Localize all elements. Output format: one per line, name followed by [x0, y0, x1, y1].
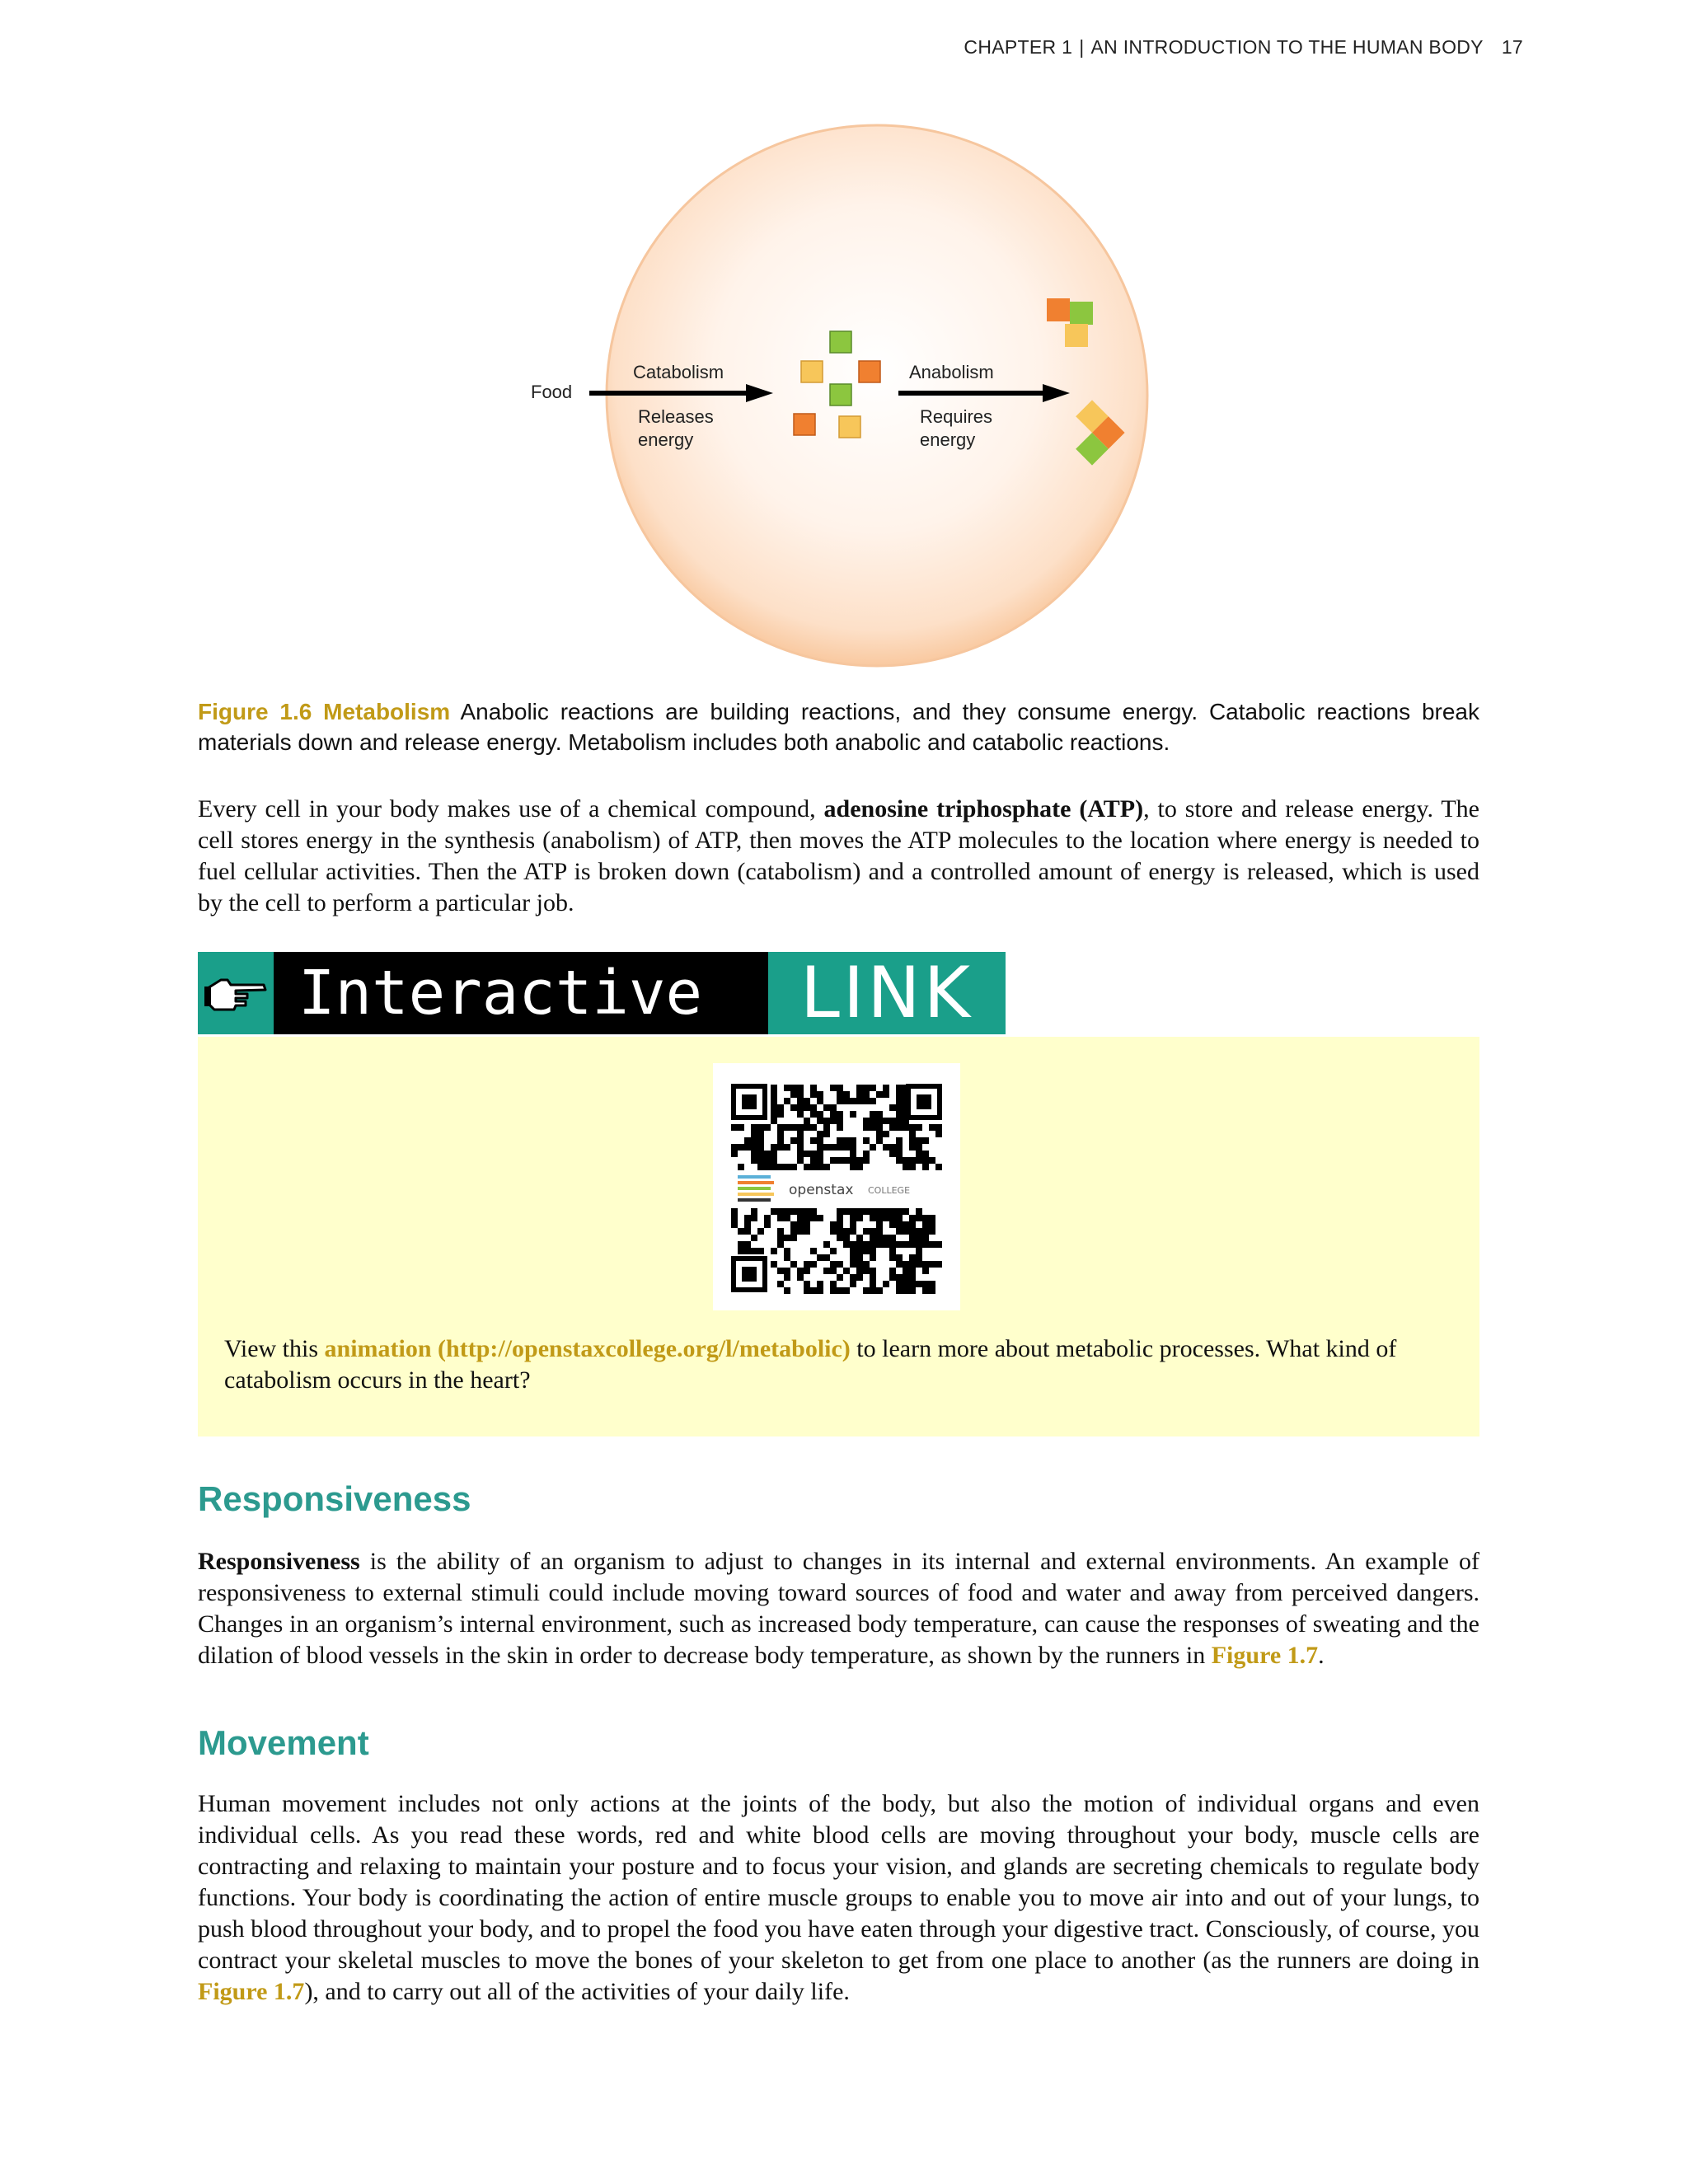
figure-caption: [198, 696, 1479, 757]
heading-responsiveness: Responsiveness: [198, 1479, 471, 1518]
qr-code[interactable]: [713, 1063, 960, 1310]
il-text-after: to learn more about metabolic processes. What kind of catabolism occurs in the heart?: [224, 1335, 1397, 1394]
header-title: AN INTRODUCTION TO THE HUMAN BODY: [1090, 36, 1484, 58]
atp-term: adenosine triphosphate (ATP): [823, 795, 1144, 823]
paragraph-responsiveness: [198, 1546, 1479, 1671]
interactive-link-box: [198, 1037, 1479, 1436]
link-label: LINK: [768, 952, 1006, 1034]
interactive-link-text: [224, 1333, 1452, 1396]
requires-energy-label: Requires energy: [920, 406, 993, 450]
figure-caption-title: Figure 1.6 Metabolism: [198, 699, 451, 724]
food-label: Food: [531, 382, 573, 402]
figure-caption-text: Anabolic reactions are building reactions, and they consume energy. Catabolic reactions break materials down and release energy. Metabolism includes both anabolic and catabolic reactions.: [198, 699, 1479, 755]
heading-movement: Movement: [198, 1723, 369, 1762]
page-number: 17: [1501, 36, 1523, 58]
molecule-yellow-left: [801, 361, 823, 382]
figure-1-7-link[interactable]: Figure 1.7: [1211, 1642, 1319, 1669]
pointing-hand-icon: [198, 952, 274, 1034]
qr-sub-text: COLLEGE: [868, 1185, 911, 1196]
paragraph-atp-text-1: Every cell in your body makes use of a chemical compound,: [198, 795, 824, 823]
movement-text: Human movement includes not only actions at the joints of the body, but also the motion of individual organs and even individual cells. As you read these words, red and white blood cells are moving throughout your body, muscle cells are contracting and relaxing to maintain your posture and to focus your vision, and glands are secreting chemicals to regulate body functions. Your body is coordinating the action of entire muscle groups to enable you to move air into and out of your lungs, to push blood throughout your body, and to propel the food you have eaten through your digestive tract. Consciously, of course, you contract your skeletal muscles to move the bones of your skeleton to get from one place to another (as the runners are doing in: [198, 1790, 1479, 1974]
molecule-orange-bottom: [794, 414, 815, 435]
interactive-link-banner: [198, 952, 1006, 1034]
molecule-orange-right: [859, 361, 880, 382]
header-separator: |: [1079, 36, 1085, 58]
responsiveness-end: .: [1318, 1642, 1325, 1669]
qr-brand-text: openstax: [789, 1182, 854, 1198]
figure-1-7-link-2[interactable]: Figure 1.7: [198, 1978, 305, 2005]
animation-link[interactable]: animation (http://openstaxcollege.org/l/metabolic): [324, 1335, 851, 1362]
catabolism-label: Catabolism: [633, 362, 724, 382]
paragraph-atp-text-2: , to store and release energy. The cell stores energy in the synthesis (anabolism) of ATP, then moves the ATP molecules to the location where energy is needed to fuel cellular activities. Then the ATP is broken down (catabolism) and a controlled amount of energy is released, which is used by the cell to perform a particular job.: [198, 795, 1479, 916]
releases-energy-label: Releases energy: [638, 406, 714, 450]
molecule-green-middle: [830, 384, 851, 405]
movement-end: ), and to carry out all of the activities of your daily life.: [304, 1978, 850, 2005]
responsiveness-text: is the ability of an organism to adjust to changes in its internal and external environments. An example of responsiveness to external stimuli could include moving toward sources of food and water and away from perceived dangers. Changes in an organism’s internal environment, such as increased body temperature, can cause the responses of sweating and the dilation of blood vessels in the skin in order to decrease body temperature, as shown by the runners in: [198, 1548, 1479, 1669]
interactive-label: Interactive: [274, 952, 768, 1034]
metabolism-figure: [511, 115, 1170, 676]
metabolism-diagram: [511, 115, 1170, 676]
header-chapter: CHAPTER 1: [964, 36, 1073, 58]
anabolism-label: Anabolism: [909, 362, 994, 382]
molecule-green-top: [830, 331, 851, 353]
responsiveness-term: Responsiveness: [198, 1548, 360, 1575]
paragraph-movement: [198, 1788, 1479, 2008]
running-header: [964, 36, 1523, 59]
il-text-before: View this: [224, 1335, 325, 1362]
molecule-yellow-bottom: [839, 416, 860, 438]
paragraph-atp: [198, 794, 1479, 919]
